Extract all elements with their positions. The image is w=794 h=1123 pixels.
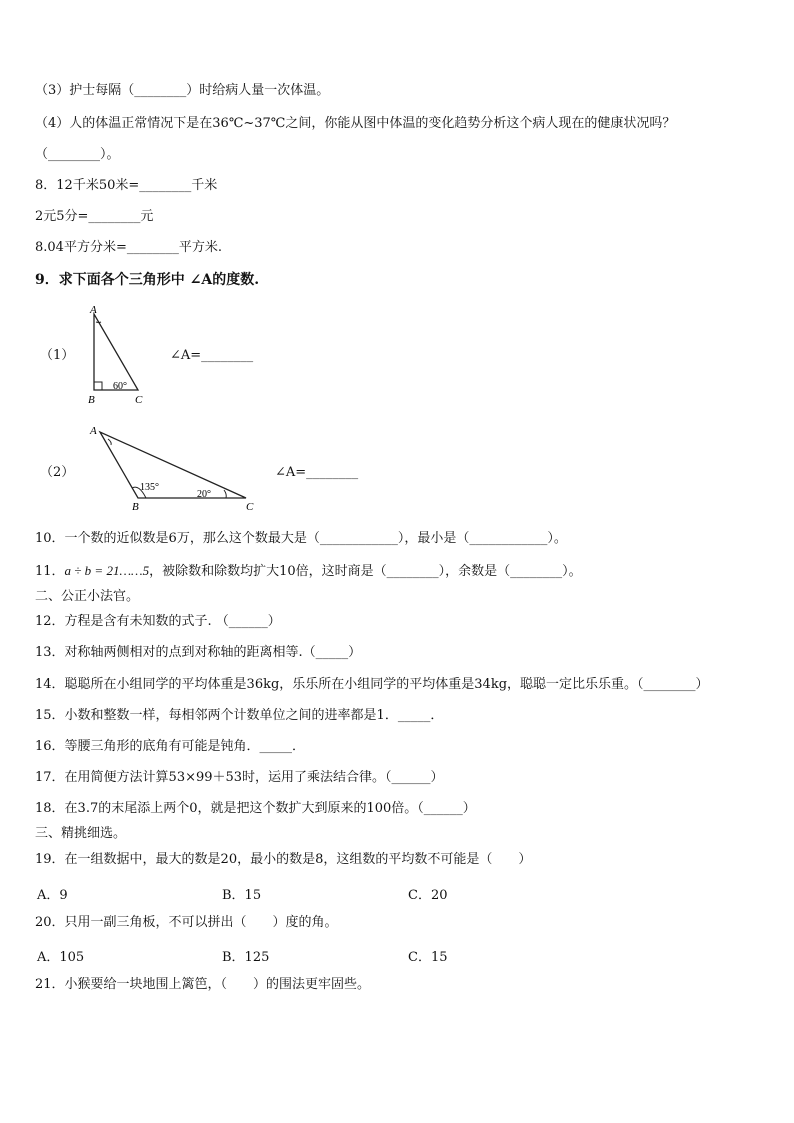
q9-title: 9．求下面各个三角形中 ∠A的度数. xyxy=(35,272,260,288)
q11-expression: a ÷ b = 21……5 xyxy=(64,563,150,578)
vertex-a-label: A xyxy=(90,304,97,316)
q20-option-c: C．15 xyxy=(408,950,448,965)
vertex-a-label: A xyxy=(90,425,97,437)
q9-1-answer: ∠A=________ xyxy=(170,348,254,363)
section-2-title: 二、公正小法官。 xyxy=(35,589,140,604)
right-angle-mark xyxy=(94,382,102,390)
q11-number: 11． xyxy=(35,564,65,579)
q20: 20．只用一副三角板，不可以拼出（ ）度的角。 xyxy=(35,915,338,930)
q20-option-b: B．125 xyxy=(222,950,270,965)
triangle-1-figure xyxy=(80,300,160,410)
q7-3: （3）护士每隔（________）时给病人量一次体温。 xyxy=(35,83,330,98)
q9-2-answer: ∠A=________ xyxy=(275,465,359,480)
angle-c-label: 60° xyxy=(113,381,127,392)
q19-option-b: B．15 xyxy=(222,888,262,903)
q9-2-label: （2） xyxy=(40,465,75,480)
triangle-2-figure xyxy=(84,420,264,515)
section-3-title: 三、精挑细选。 xyxy=(35,826,127,841)
q10: 10．一个数的近似数是6万，那么这个数最大是（____________），最小是（____________）。 xyxy=(35,531,567,546)
vertex-c-label: C xyxy=(246,501,254,513)
vertex-c-label: C xyxy=(135,394,143,406)
q18: 18．在3.7的末尾添上两个0，就是把这个数扩大到原来的100倍。（______） xyxy=(35,801,476,816)
q16: 16．等腰三角形的底角有可能是钝角．_____． xyxy=(35,739,306,754)
q7-4: （4）人的体温正常情况下是在36℃~37℃之间，你能从图中体温的变化趋势分析这个病人现在的健康状况吗？ xyxy=(35,116,676,131)
q19: 19．在一组数据中，最大的数是20，最小的数是8，这组数的平均数不可能是（ ） xyxy=(35,852,532,867)
q8-c: 8.04平方分米=________平方米. xyxy=(35,240,222,255)
q11 xyxy=(35,563,582,580)
angle-a-arc xyxy=(96,322,101,323)
angle-b-label: 135° xyxy=(140,482,159,493)
q7-4-blank: （________）。 xyxy=(35,147,120,162)
q11-text: ，被除数和除数均扩大10倍，这时商是（________），余数是（________）。 xyxy=(149,564,582,579)
q19-option-a: A．9 xyxy=(37,888,68,903)
angle-c-arc xyxy=(224,490,226,498)
angle-a-arc xyxy=(108,439,111,445)
q15: 15．小数和整数一样，每相邻两个计数单位之间的进率都是1．_____． xyxy=(35,708,444,723)
triangle-1 xyxy=(94,314,138,390)
q8-b: 2元5分=________元 xyxy=(35,209,154,224)
q21: 21．小猴要给一块地围上篱笆，（ ）的围法更牢固些。 xyxy=(35,977,371,992)
q19-option-c: C．20 xyxy=(408,888,448,903)
angle-c-label: 20° xyxy=(197,489,211,500)
q17: 17．在用简便方法计算53×99＋53时，运用了乘法结合律。（______） xyxy=(35,770,444,785)
q14: 14．聪聪所在小组同学的平均体重是36kg，乐乐所在小组同学的平均体重是34kg，聪聪一定比乐乐重。（________） xyxy=(35,677,709,692)
q8-a: 8．12千米50米=________千米 xyxy=(35,178,218,193)
q20-option-a: A．105 xyxy=(37,950,85,965)
q12: 12．方程是含有未知数的式子. （______） xyxy=(35,614,281,629)
q13: 13．对称轴两侧相对的点到对称轴的距离相等.（_____） xyxy=(35,645,362,660)
vertex-b-label: B xyxy=(88,394,95,406)
triangle-2 xyxy=(100,432,246,498)
q9-1-label: （1） xyxy=(40,348,75,363)
vertex-b-label: B xyxy=(132,501,139,513)
